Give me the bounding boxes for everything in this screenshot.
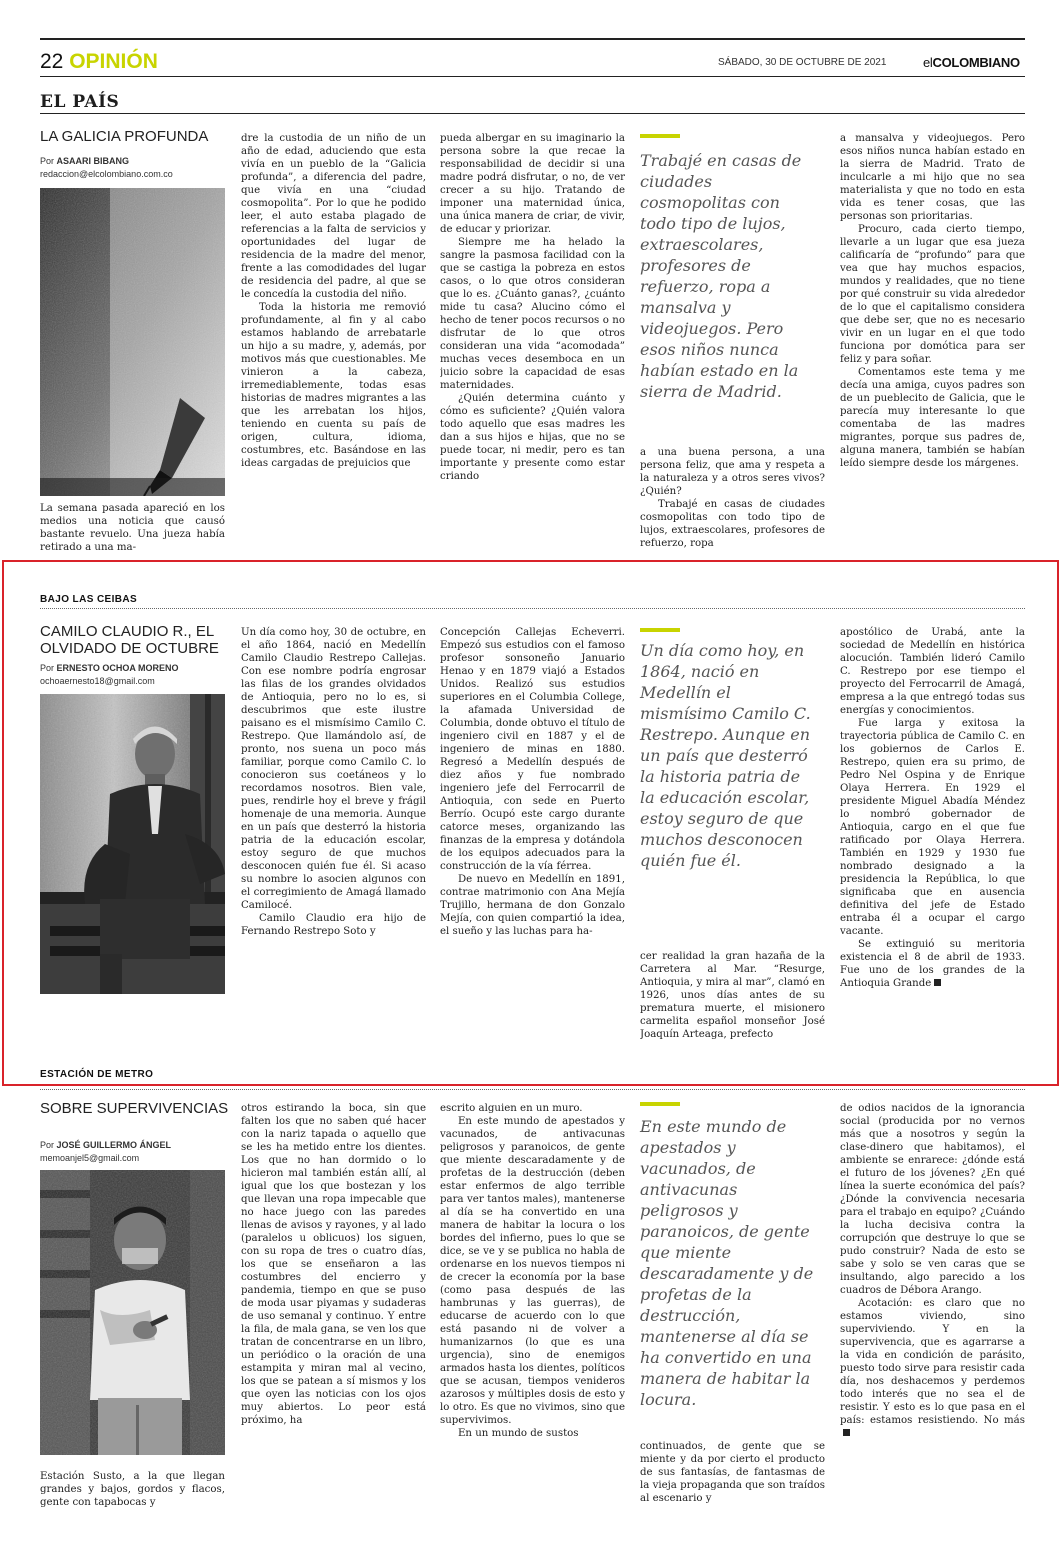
column-name-estacion-de-metro: ESTACIÓN DE METRO <box>40 1069 154 1080</box>
author-portrait-photo <box>40 694 225 994</box>
author-portrait-photo <box>40 1170 225 1455</box>
article1-col4 <box>640 446 825 554</box>
article2-col5-p1: apostólico de Urabá, ante la sociedad de Medellín en histórica alocución. También lideró Camilo C. Restrepo por ese tiempo el proyecto del Ferrocarril de Amagá, empresa a la que entregó todas sus energías y conocimientos. <box>840 627 1025 716</box>
article1-col3 <box>440 132 625 554</box>
article2-col5-p2: Fue larga y exitosa la trayectoria pública de Camilo C. en los gobiernos de Carlos E. Restrepo, quien era su primo, de Pedro Nel Ospina y de Enrique Olaya Herrera. En 1929 el presidente Miguel Abadía Méndez lo nombró gobernador de Antioquia, cargo en el que fue ratificado por Olaya Herrera. También en 1929 y 1930 fue nombrado designado a la presidencia la República, lo que significaba que en ausencia definitiva del jefe de Estado entraba él a ocupar el cargo vacante. <box>840 718 1025 937</box>
column-name-el-pais: EL PAÍS <box>40 92 120 112</box>
byline-prefix: Por <box>40 1140 55 1150</box>
article2-title: CAMILO CLAUDIO R., EL OLVIDADO DE OCTUBRE <box>40 623 219 657</box>
article3-quote-accent <box>640 1102 680 1106</box>
article2-quote-accent <box>640 628 680 632</box>
article3-author-photo <box>40 1170 225 1455</box>
header-top-rule <box>40 38 1025 40</box>
article1-col3-p1: pueda albergar en su imaginario la persona sobre la que recae la responsabilidad de decidir si una madre podrá disfrutar, o no, de ver crecer a su hijo. Tratando de imponer una maternidad única, una única manera de criar, de vivir, de educar y priorizar. <box>440 133 625 235</box>
article1-col3-p3: ¿Quién determina cuánto y cómo es suficiente? ¿Quién valora todo aquello que esas madres les dan a sus hijos e hijas, que no se puede tocar, ni medir, pero es tan importante y presente como estar criando <box>440 393 625 482</box>
article1-col1 <box>40 502 225 554</box>
fountain-pen-illustration <box>40 188 225 496</box>
article1-pullquote: Trabajé en casas de ciudades cosmopolitas con todo tipo de lujos, extraescolares, profesores de refuerzo, ropa a mansalva y videojuegos. Pero esos niños nunca habían estado en la sierra de Madrid. <box>640 151 802 401</box>
article2-col4-p1: cer realidad la gran hazaña de la Carretera al Mar. “Resurge, Antioquia, y mira al mar”, clamó en 1926, unos días antes de su prematura muerte, el misionero carmelita español monseñor José Joaquín Arteaga, prefecto <box>640 951 825 1040</box>
article1-col2 <box>241 132 426 554</box>
article1-col4-p2: Trabajé en casas de ciudades cosmopolitas con todo tipo de lujos, extraescolares, profesores de refuerzo, ropa <box>640 499 825 549</box>
article2-col2 <box>241 626 426 1042</box>
article1-col5-p2: Procuro, cada cierto tiempo, llevarle a un lugar que esa jueza calificaría de “profundo” para que vea que hay muchos espacios, mundos y realidades, que no tiene por qué construir su vida alrededor de lo que el capitalismo considera que debe ser, que no es necesario vivir en un lugar en el que todo funciona por domótica para ser feliz y para soñar. <box>840 224 1025 365</box>
end-mark-icon <box>843 1429 850 1436</box>
column-name-bajo-las-ceibas: BAJO LAS CEIBAS <box>40 594 138 605</box>
article3-col3-p2: En este mundo de apestados y vacunados, de antivacunas peligrosos y paranoicos, de gente que miente descaradamente y de profetas de la destrucción (deben estar enfermos de algo terrible para ver tantos males), mantenerse al día se ha convertido en una manera de habitar la locura o los bordes del infierno, pues lo que se dice, se ve y se publica no habla de ordenarse en los nuevos tiempos ni de crecer la economía por la base (como pasa después de las hambrunas y las guerras), de educarse de acuerdo con lo que está pasando ni de volver a humanizarnos (lo que es una urgencia), sino de enemigos armados hasta los dientes, políticos que se acusan, tiempos venideros azarosos y múltiples dosis de esto y lo otro. Es que no vivimos, sino que supervivimos. <box>440 1116 625 1426</box>
article3-col3 <box>440 1102 625 1526</box>
article3-rule <box>40 1089 1025 1090</box>
article2-col3-p1: Concepción Callejas Echeverri. Empezó sus estudios con el famoso profesor sonsoneño Januario Henao y en 1879 viajó a Estados Unidos. Realizó sus estudios superiores en el Columbia College, la afamada Universidad de Columbia, donde obtuvo el título de ingeniero civil en 1887 y el de ingeniero de minas en 1880. Regresó a Medellín después de diez años y fue nombrado ingeniero jefe del Ferrocarril de Antioquia, con sede en Puerto Berrío. Ocupó este cargo durante catorce meses, organizando las finanzas de la empresa y dotándola de los equipos adecuados para la construcción de la vía férrea. <box>440 627 625 872</box>
article2-author: ERNESTO OCHOA MORENO <box>56 663 179 673</box>
section-name: OPINIÓN <box>69 50 158 73</box>
article1-col4-p1: a una buena persona, a una persona feliz, que ama y respeta a la naturaleza y a otros seres vivos? ¿Quién? <box>640 447 825 497</box>
article3-col2-p1: otros estirando la boca, sin que falten los que no saben qué hacer con la nariz tapada o aquello que se les ha metido entre los dientes. Los que no han dormido o lo hicieron mal también están allí, al igual que los que bostezan y los que llevan una ropa impecable que no hace juego con las paredes llenas de avisos y rayones, y al lado (paralelos u oblicuos) los siguen, con su ropa de tres o cuatro días, los que se enseñaron a las costumbres del encierro y pandemia, tiempo en que se puso de moda usar piyamas y sudaderas de uso semanal y continuo. Y entre la fila, de mala gana, se ven los que tratan de concentrarse en un libro, un periódico o la oración de una estampita y miran mal al vecino, los que se patean a sí mismos y los que oyen las noticias con los ojos muy abiertos. Lo peor está próximo, ha <box>241 1103 426 1426</box>
article1-author: ASAARI BIBANG <box>56 156 130 166</box>
article2-col3 <box>440 626 625 1042</box>
article2-col5-p3-text: Se extinguió su meritoria existencia el 8 de abril de 1933. Fue uno de los grandes de la Antioquia Grande <box>840 939 1025 989</box>
article3-col4-p1: continuados, de gente que se miente y da por cierto el producto de sus fantasías, de fantasmas de la vieja propaganda que son traídos al escenario y <box>640 1441 825 1504</box>
article3-email: memoanjel5@gmail.com <box>40 1153 140 1163</box>
article1-col5-p3: Comentamos este tema y me decía una amiga, cuyos padres son de un pueblecito de Galicia, que le parecía muy interesante lo que comentaba de las madres migrantes, porque sus padres de, alguna manera, también se habían leído siempre desde los márgenes. <box>840 367 1025 469</box>
article2-email: ochoaernesto18@gmail.com <box>40 676 155 686</box>
page-number: 22 <box>40 50 64 73</box>
article3-title: SOBRE SUPERVIVENCIAS <box>40 1100 229 1117</box>
article2-rule <box>40 608 1025 609</box>
article2-author-photo <box>40 694 225 994</box>
article1-col5 <box>840 132 1025 554</box>
newspaper-name: COLOMBIANO <box>932 55 1020 70</box>
article3-col3-p3: En un mundo de sustos <box>458 1428 579 1439</box>
header-bottom-rule <box>40 76 1025 77</box>
article1-col2-p1: dre la custodia de un niño de un año de edad, aduciendo que esta vivía en un pueblo de la “Galicia profunda”, a diferencia del padre, que vivía en una “ciudad cosmopolita”. Por lo que he podido leer, el auto estaba plagado de referencias a la falta de servicios y oportunidades del lugar de residencia de la madre del menor, frente a las comodidades del lugar de residencia del padre, al que se le concedía la custodia del niño. <box>241 133 426 300</box>
newspaper-prefix: el <box>923 55 933 70</box>
article3-col5-p1: de odios nacidos de la ignorancia social (producida por no vernos más que a nosotros y según la clase-dinero que habitamos), el ambiente se enrarece: ¿dónde está el futuro de los jóvenes? ¿En qué línea la suerte económica del país? ¿Dónde la convivencia necesaria para el trabajo en equipo? ¿Cuándo la lucha decisiva contra la corrupción que destruye lo que se pudo construir? Nada de esto se sabe y solo se ven caras que se insultando, algo parecido a los cuadros de Débora Arango. <box>840 1103 1025 1296</box>
issue-date: SÁBADO, 30 DE OCTUBRE DE 2021 <box>718 57 887 68</box>
article2-col3-p2: De nuevo en Medellín en 1891, contrae matrimonio con Ana Mejía Trujillo, hermana de don Gonzalo Mejía, con quien compartió la idea, el sueño y las luchas para ha- <box>440 874 625 937</box>
article2-pullquote: Un día como hoy, en 1864, nació en Medellín el mismísimo Camilo C. Restrepo. Aunque en un país que desterró la historia patria de la educación escolar, estoy seguro de que muchos desconocen quién fue él. <box>640 641 811 870</box>
article2-col5 <box>840 626 1025 1046</box>
article1-col1-p1: La semana pasada apareció en los medios una noticia que causó bastante revuelo. Una jueza había retirado a una ma- <box>40 503 225 553</box>
article3-col1-p1: Estación Susto, a la que llegan grandes y bajos, gordos y flacos, gente con tapabocas y <box>40 1471 225 1508</box>
article3-col5-p2-text: Acotación: es claro que no estamos viviendo, sino superviviendo. Y en la supervivencia, que es agarrarse a la vida en condición de parásito, puesto todo sirve para resistir cada día, nos deshacemos y perdemos todo interés que no sea el de resistir. Y esto es lo que pasa en el país: estamos resistiendo. No más <box>840 1298 1025 1426</box>
article1-quote-accent <box>640 134 680 138</box>
article1-col5-p1: a mansalva y videojuegos. Pero esos niños nunca habían estado en la sierra de Madrid. Trato de inculcarle a mi hijo que no sea materialista y que no todo en esta vida es tener cosas, que las personas son prioritarias. <box>840 133 1025 222</box>
article1-col3-p2: Siempre me ha helado la sangre la pasmosa facilidad con la que se castiga la pobreza en estos casos, o lo que otros consideran que lo es. ¿Cuánto ganas?, ¿cuánto mide tu casa? Alucino cómo el hecho de tener pocos recursos o no disfrutar de lo que otros consideran una vida “acomodada” muchas veces desemboca en un juicio sobre la capacidad de esas maternidades. <box>440 237 625 391</box>
article1-title: LA GALICIA PROFUNDA <box>40 128 209 145</box>
article1-rule <box>40 113 1025 114</box>
article1-col2-p2: Toda la historia me removió profundamente, al fin y al cabo estamos hablando de arrebatarle un hijo a su madre, y, además, por motivos más que cuestionables. Me vinieron a la cabeza, irremediablemente, todas esas historias de madres migrantes a las que les arrebatan los hijos, teniendo en cuenta su país de origen, cultura, idioma, costumbres, etc. Basándose en las ideas cargadas de prejuicios que <box>241 302 426 469</box>
article2-col2-p1: Un día como hoy, 30 de octubre, en el año 1864, nació en Medellín Camilo Claudio Restrepo Callejas. Con ese nombre podría engrosar las filas de los grandes olvidados de Antioquia, pero no lo es, si descubrimos que este ilustre paisano es el mismísimo Camilo C. Restrepo. Que llamándolo así, de pronto, nos suena un poco más familiar, porque como Camilo C. lo conocieron sus coetáneos y lo recordamos nosotros. Bien vale, pues, rendirle hoy el breve y frágil homenaje de una memoria. Aunque en un país que desterró la historia patria de la educación escolar, estoy seguro de que muchos desconocen quién fue él. Si acaso su nombre lo asocien algunos con el corregimiento de Amagá llamado Camilocé. <box>241 627 426 911</box>
byline-prefix: Por <box>40 156 55 166</box>
article3-col3-p1: escrito alguien en un muro. <box>440 1103 583 1114</box>
article3-author: JOSÉ GUILLERMO ÁNGEL <box>56 1140 172 1150</box>
newspaper-logo <box>923 55 1020 70</box>
article3-col4 <box>640 1440 825 1526</box>
article3-col5 <box>840 1102 1025 1532</box>
end-mark-icon <box>934 979 941 986</box>
byline-prefix: Por <box>40 663 55 673</box>
article2-col5-p3 <box>840 938 1025 990</box>
article2-byline <box>40 663 179 673</box>
article3-byline <box>40 1140 171 1150</box>
article1-illustration <box>40 188 225 496</box>
article3-col1 <box>40 1470 225 1525</box>
article2-col2-p2: Camilo Claudio era hijo de Fernando Restrepo Soto y <box>241 913 426 937</box>
page-number-section <box>40 50 158 74</box>
article1-email: redaccion@elcolombiano.com.co <box>40 169 173 179</box>
article2-col4 <box>640 950 825 1042</box>
article3-col5-p2 <box>840 1297 1025 1440</box>
article1-byline <box>40 156 129 166</box>
article3-pullquote: En este mundo de apestados y vacunados, de antivacunas peligrosos y paranoicos, de gente que miente descaradamente y de profetas de la destrucción, mantenerse al día se ha convertido en una manera de habitar la locura. <box>640 1117 814 1409</box>
article3-col2 <box>241 1102 426 1526</box>
